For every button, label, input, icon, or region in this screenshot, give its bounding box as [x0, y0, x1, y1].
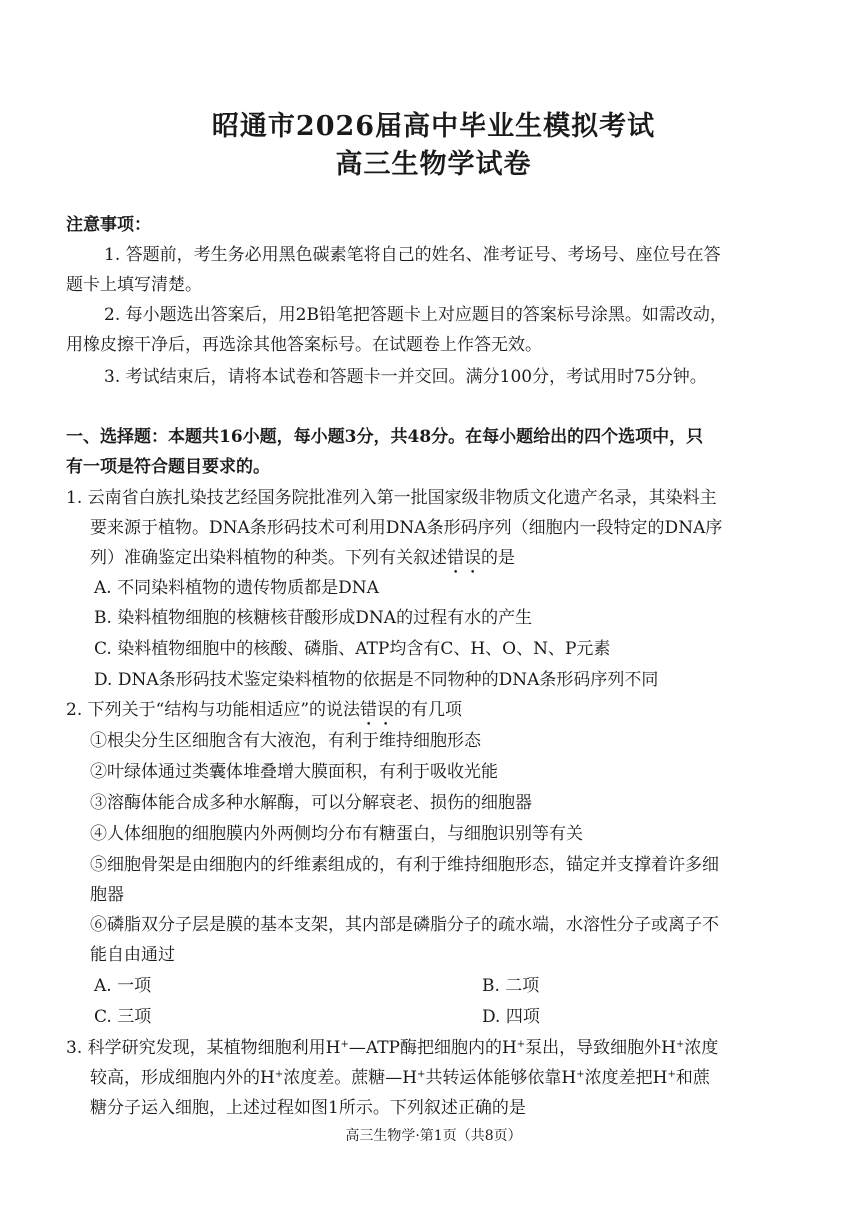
page-footer: 高三生物学·第1页（共8页） [345, 1128, 522, 1144]
notice-item-2-line-1: 2. 每小题选出答案后，用2B铅笔把答题卡上对应题目的答案标号涂黑。如需改动， [104, 305, 727, 325]
emphasis-mark: 错误 [447, 548, 481, 568]
notice-item-3: 3. 考试结束后，请将本试卷和答题卡一并交回。满分100分，考试用时75分钟。 [104, 367, 707, 387]
question-2-option-c: C. 三项 [94, 1007, 152, 1027]
question-3-line-1: 3. 科学研究发现，某植物细胞利用H+—ATP酶把细胞内的H+泵出，导致细胞外H+浓度 [66, 1038, 719, 1058]
question-2-statement-3: ③溶酶体能合成多种水解酶，可以分解衰老、损伤的细胞器 [90, 793, 532, 813]
question-2-statement-6-line-2: 能自由通过 [90, 945, 175, 965]
question-2-statement-1: ①根尖分生区细胞含有大液泡，有利于维持细胞形态 [90, 731, 481, 751]
notice-item-1-line-1: 1. 答题前，考生务必用黑色碳素笔将自己的姓名、准考证号、考场号、座位号在答 [104, 245, 721, 265]
question-2-option-b: B. 二项 [482, 976, 540, 996]
question-2-option-a: A. 一项 [94, 976, 152, 996]
question-1-option-d: D. DNA条形码技术鉴定染料植物的依据是不同物种的DNA条形码序列不同 [94, 670, 659, 690]
question-1-option-a: A. 不同染料植物的遗传物质都是DNA [94, 578, 379, 598]
question-2-statement-6-line-1: ⑥磷脂双分子层是膜的基本支架，其内部是磷脂分子的疏水端，水溶性分子或离子不 [90, 915, 719, 935]
question-1-option-c: C. 染料植物细胞中的核酸、磷脂、ATP均含有C、H、O、N、P元素 [94, 639, 611, 659]
emphasis-mark: 错误 [360, 700, 395, 720]
section-1-heading-line-2: 有一项是符合题目要求的。 [66, 457, 270, 477]
question-2-statement-4: ④人体细胞的细胞膜内外两侧均分布有糖蛋白，与细胞识别等有关 [90, 824, 583, 844]
question-2-stem: 2. 下列关于“结构与功能相适应”的说法错误的有几项 [66, 700, 463, 720]
notice-item-2-line-2: 用橡皮擦干净后，再选涂其他答案标号。在试题卷上作答无效。 [66, 335, 542, 355]
section-1-heading-line-1: 一、选择题：本题共16小题，每小题3分，共48分。在每小题给出的四个选项中，只 [66, 427, 704, 447]
question-2-statement-5-line-2: 胞器 [90, 885, 124, 905]
question-1-line-3: 列）准确鉴定出染料植物的种类。下列有关叙述错误的是 [90, 548, 515, 568]
notice-heading: 注意事项： [66, 215, 151, 235]
question-1-line-1: 1. 云南省白族扎染技艺经国务院批准列入第一批国家级非物质文化遗产名录，其染料主 [66, 488, 717, 508]
question-1-line-2: 要来源于植物。DNA条形码技术可利用DNA条形码序列（细胞内一段特定的DNA序 [90, 518, 723, 538]
question-2-statement-2: ②叶绿体通过类囊体堆叠增大膜面积，有利于吸收光能 [90, 762, 498, 782]
question-2-option-d: D. 四项 [482, 1007, 540, 1027]
question-3-line-2: 较高，形成细胞内外的H+浓度差。蔗糖—H+共转运体能够依靠H+浓度差把H+和蔗 [90, 1068, 710, 1088]
exam-subtitle: 高三生物学试卷 [335, 149, 532, 180]
question-3-line-3: 糖分子运入细胞，上述过程如图1所示。下列叙述正确的是 [90, 1098, 526, 1118]
exam-title: 昭通市2026届高中毕业生模拟考试 [211, 111, 656, 142]
question-2-statement-5-line-1: ⑤细胞骨架是由细胞内的纤维素组成的，有利于维持细胞形态，锚定并支撑着许多细 [90, 855, 719, 875]
question-1-option-b: B. 染料植物细胞的核糖核苷酸形成DNA的过程有水的产生 [94, 608, 533, 628]
notice-item-1-line-2: 题卡上填写清楚。 [66, 275, 202, 295]
